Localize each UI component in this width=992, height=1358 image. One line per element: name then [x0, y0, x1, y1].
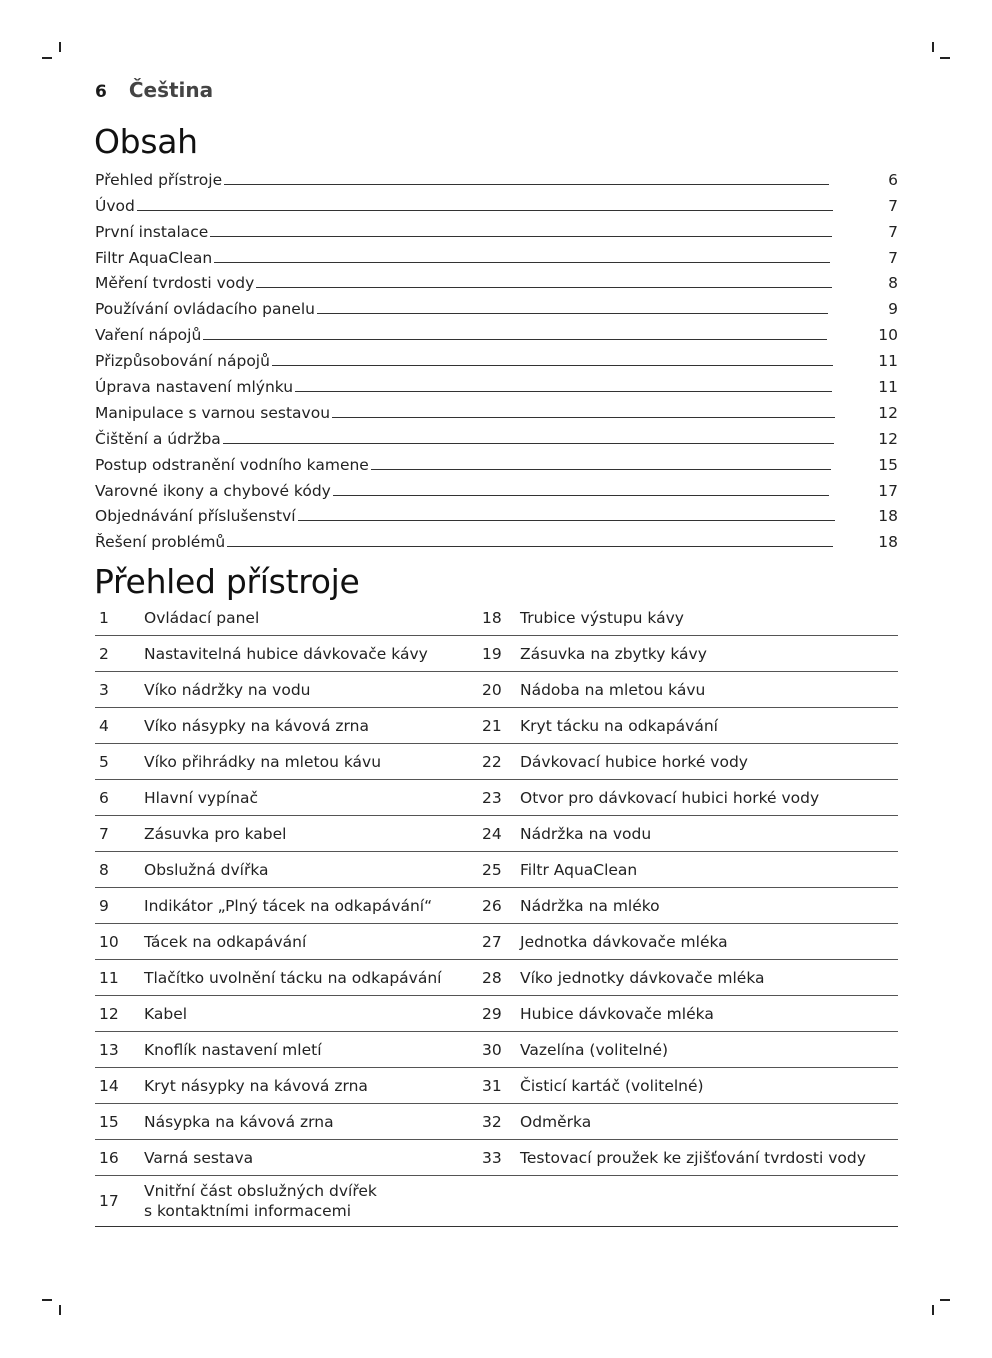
toc-entry-label: Postup odstranění vodního kamene	[95, 455, 369, 474]
part-name: Nádržka na mléko	[520, 888, 898, 924]
toc-leader-line	[214, 262, 830, 263]
part-name: Kryt tácku na odkapávání	[520, 708, 898, 744]
part-name: Dávkovací hubice horké vody	[520, 744, 898, 780]
part-number: 7	[95, 816, 144, 852]
part-number: 12	[95, 996, 144, 1032]
part-number: 13	[95, 1032, 144, 1068]
toc-leader-line	[272, 365, 833, 366]
toc-entry[interactable]	[95, 292, 898, 318]
part-number: 30	[482, 1032, 520, 1068]
part-name	[520, 1176, 898, 1227]
part-name: Trubice výstupu kávy	[520, 600, 898, 636]
page-number: 6	[95, 82, 107, 102]
crop-mark-bottom-left-h	[42, 1299, 52, 1301]
toc-entry-page: 7	[888, 222, 898, 241]
toc-leader-line	[137, 210, 833, 211]
part-number: 1	[95, 600, 144, 636]
crop-mark-top-left-v	[59, 42, 61, 52]
part-number: 25	[482, 852, 520, 888]
toc-entry-label: Úprava nastavení mlýnku	[95, 378, 294, 397]
part-name: Zásuvka pro kabel	[144, 816, 482, 852]
crop-mark-top-right-h	[940, 57, 950, 59]
parts-row	[95, 1104, 898, 1140]
parts-row	[95, 996, 898, 1032]
toc-entry-label: Řešení problémů	[95, 533, 226, 552]
part-number: 6	[95, 780, 144, 816]
part-name: Varná sestava	[144, 1140, 482, 1176]
language-label: Čeština	[128, 78, 214, 102]
toc-entry[interactable]	[95, 344, 898, 370]
toc-entry-page: 10	[878, 326, 898, 345]
part-number: 31	[482, 1068, 520, 1104]
toc-entry-label: Filtr AquaClean	[95, 248, 213, 267]
toc-entry-page: 18	[878, 507, 898, 526]
toc-entry[interactable]	[95, 448, 898, 474]
page-header	[95, 78, 213, 102]
part-name: Čisticí kartáč (volitelné)	[520, 1068, 898, 1104]
toc-entry-label: Čištění a údržba	[95, 429, 221, 448]
parts-row	[95, 636, 898, 672]
part-number: 9	[95, 888, 144, 924]
part-name: Hubice dávkovače mléka	[520, 996, 898, 1032]
toc-entry-page: 8	[888, 274, 898, 293]
part-name: Filtr AquaClean	[520, 852, 898, 888]
part-name: Víko jednotky dávkovače mléka	[520, 960, 898, 996]
part-name: Víko přihrádky na mletou kávu	[144, 744, 482, 780]
part-number: 24	[482, 816, 520, 852]
part-number: 21	[482, 708, 520, 744]
part-number: 23	[482, 780, 520, 816]
toc-entry-label: Používání ovládacího panelu	[95, 300, 315, 319]
part-name: Kabel	[144, 996, 482, 1032]
part-name: Otvor pro dávkovací hubici horké vody	[520, 780, 898, 816]
toc-entry[interactable]	[95, 318, 898, 344]
part-name: Zásuvka na zbytky kávy	[520, 636, 898, 672]
part-name: Tlačítko uvolnění tácku na odkapávání	[144, 960, 482, 996]
toc-title: Obsah	[94, 122, 198, 161]
toc-leader-line	[256, 287, 832, 288]
parts-row	[95, 816, 898, 852]
parts-table	[95, 600, 898, 1227]
toc-entry-label: Varovné ikony a chybové kódy	[95, 481, 331, 500]
part-name: Obslužná dvířka	[144, 852, 482, 888]
parts-row	[95, 960, 898, 996]
part-number: 2	[95, 636, 144, 672]
toc-entry-label: Měření tvrdosti vody	[95, 274, 255, 293]
toc-entry-page: 11	[878, 352, 898, 371]
toc-entry[interactable]	[95, 370, 898, 396]
toc-entry[interactable]	[95, 163, 898, 189]
parts-row	[95, 1176, 898, 1227]
part-name: Hlavní vypínač	[144, 780, 482, 816]
toc-entry-label: První instalace	[95, 222, 209, 241]
part-number: 11	[95, 960, 144, 996]
crop-mark-top-left-h	[42, 57, 52, 59]
toc-entry-page: 7	[888, 196, 898, 215]
parts-row	[95, 888, 898, 924]
part-name: Indikátor „Plný tácek na odkapávání“	[144, 888, 482, 924]
toc-entry-page: 6	[888, 170, 898, 189]
toc-entry-label: Úvod	[95, 196, 135, 215]
crop-mark-bottom-left-v	[59, 1305, 61, 1315]
part-name: Nastavitelná hubice dávkovače kávy	[144, 636, 482, 672]
part-name: Jednotka dávkovače mléka	[520, 924, 898, 960]
part-number: 17	[95, 1176, 144, 1227]
toc-entry-page: 15	[878, 455, 898, 474]
toc-entry-page: 11	[878, 378, 898, 397]
parts-row	[95, 1140, 898, 1176]
part-name: Ovládací panel	[144, 600, 482, 636]
part-number: 16	[95, 1140, 144, 1176]
toc-leader-line	[295, 391, 832, 392]
part-name: Násypka na kávová zrna	[144, 1104, 482, 1140]
toc-entry-label: Manipulace s varnou sestavou	[95, 403, 331, 422]
part-name: Nádržka na vodu	[520, 816, 898, 852]
part-name: Nádoba na mletou kávu	[520, 672, 898, 708]
toc-entry[interactable]	[95, 215, 898, 241]
part-number: 8	[95, 852, 144, 888]
table-of-contents	[95, 163, 898, 551]
part-name: Víko nádržky na vodu	[144, 672, 482, 708]
part-name: Vazelína (volitelné)	[520, 1032, 898, 1068]
part-number: 29	[482, 996, 520, 1032]
part-name: Kryt násypky na kávová zrna	[144, 1068, 482, 1104]
part-number: 5	[95, 744, 144, 780]
part-number: 28	[482, 960, 520, 996]
toc-entry[interactable]	[95, 500, 898, 526]
parts-row	[95, 924, 898, 960]
toc-entry[interactable]	[95, 474, 898, 500]
part-number: 32	[482, 1104, 520, 1140]
toc-leader-line	[317, 313, 828, 314]
part-name: Vnitřní část obslužných dvířek s kontaktními informacemi	[144, 1176, 482, 1227]
part-number: 10	[95, 924, 144, 960]
part-number: 18	[482, 600, 520, 636]
part-number: 19	[482, 636, 520, 672]
toc-entry[interactable]	[95, 422, 898, 448]
toc-entry[interactable]	[95, 267, 898, 293]
toc-leader-line	[210, 236, 832, 237]
toc-leader-line	[332, 417, 835, 418]
toc-entry[interactable]	[95, 396, 898, 422]
part-name: Odměrka	[520, 1104, 898, 1140]
part-number: 15	[95, 1104, 144, 1140]
toc-entry[interactable]	[95, 241, 898, 267]
toc-leader-line	[224, 184, 829, 185]
part-number: 20	[482, 672, 520, 708]
crop-mark-bottom-right-v	[932, 1305, 934, 1315]
crop-mark-bottom-right-h	[940, 1299, 950, 1301]
part-name: Knoflík nastavení mletí	[144, 1032, 482, 1068]
toc-entry-page: 17	[878, 481, 898, 500]
toc-entry[interactable]	[95, 525, 898, 551]
parts-row	[95, 1068, 898, 1104]
toc-leader-line	[333, 495, 829, 496]
parts-row	[95, 708, 898, 744]
toc-entry[interactable]	[95, 189, 898, 215]
parts-row	[95, 672, 898, 708]
toc-leader-line	[223, 443, 834, 444]
overview-title: Přehled přístroje	[94, 562, 360, 601]
parts-row	[95, 744, 898, 780]
part-number: 3	[95, 672, 144, 708]
part-name: Tácek na odkapávání	[144, 924, 482, 960]
toc-entry-page: 18	[878, 533, 898, 552]
toc-entry-page: 12	[878, 403, 898, 422]
toc-leader-line	[227, 546, 833, 547]
toc-leader-line	[203, 339, 827, 340]
part-number: 22	[482, 744, 520, 780]
toc-entry-label: Vaření nápojů	[95, 326, 202, 345]
toc-leader-line	[371, 469, 831, 470]
toc-leader-line	[298, 520, 835, 521]
part-name: Testovací proužek ke zjišťování tvrdosti vody	[520, 1140, 898, 1176]
toc-entry-page: 7	[888, 248, 898, 267]
part-number: 4	[95, 708, 144, 744]
toc-entry-label: Přizpůsobování nápojů	[95, 352, 270, 371]
parts-row	[95, 780, 898, 816]
part-number: 27	[482, 924, 520, 960]
parts-row	[95, 600, 898, 636]
toc-entry-page: 12	[878, 429, 898, 448]
part-number: 33	[482, 1140, 520, 1176]
part-number	[482, 1176, 520, 1227]
toc-entry-label: Přehled přístroje	[95, 170, 223, 189]
part-number: 14	[95, 1068, 144, 1104]
toc-entry-page: 9	[888, 300, 898, 319]
part-name: Víko násypky na kávová zrna	[144, 708, 482, 744]
part-number: 26	[482, 888, 520, 924]
parts-row	[95, 852, 898, 888]
parts-row	[95, 1032, 898, 1068]
toc-entry-label: Objednávání příslušenství	[95, 507, 296, 526]
crop-mark-top-right-v	[932, 42, 934, 52]
